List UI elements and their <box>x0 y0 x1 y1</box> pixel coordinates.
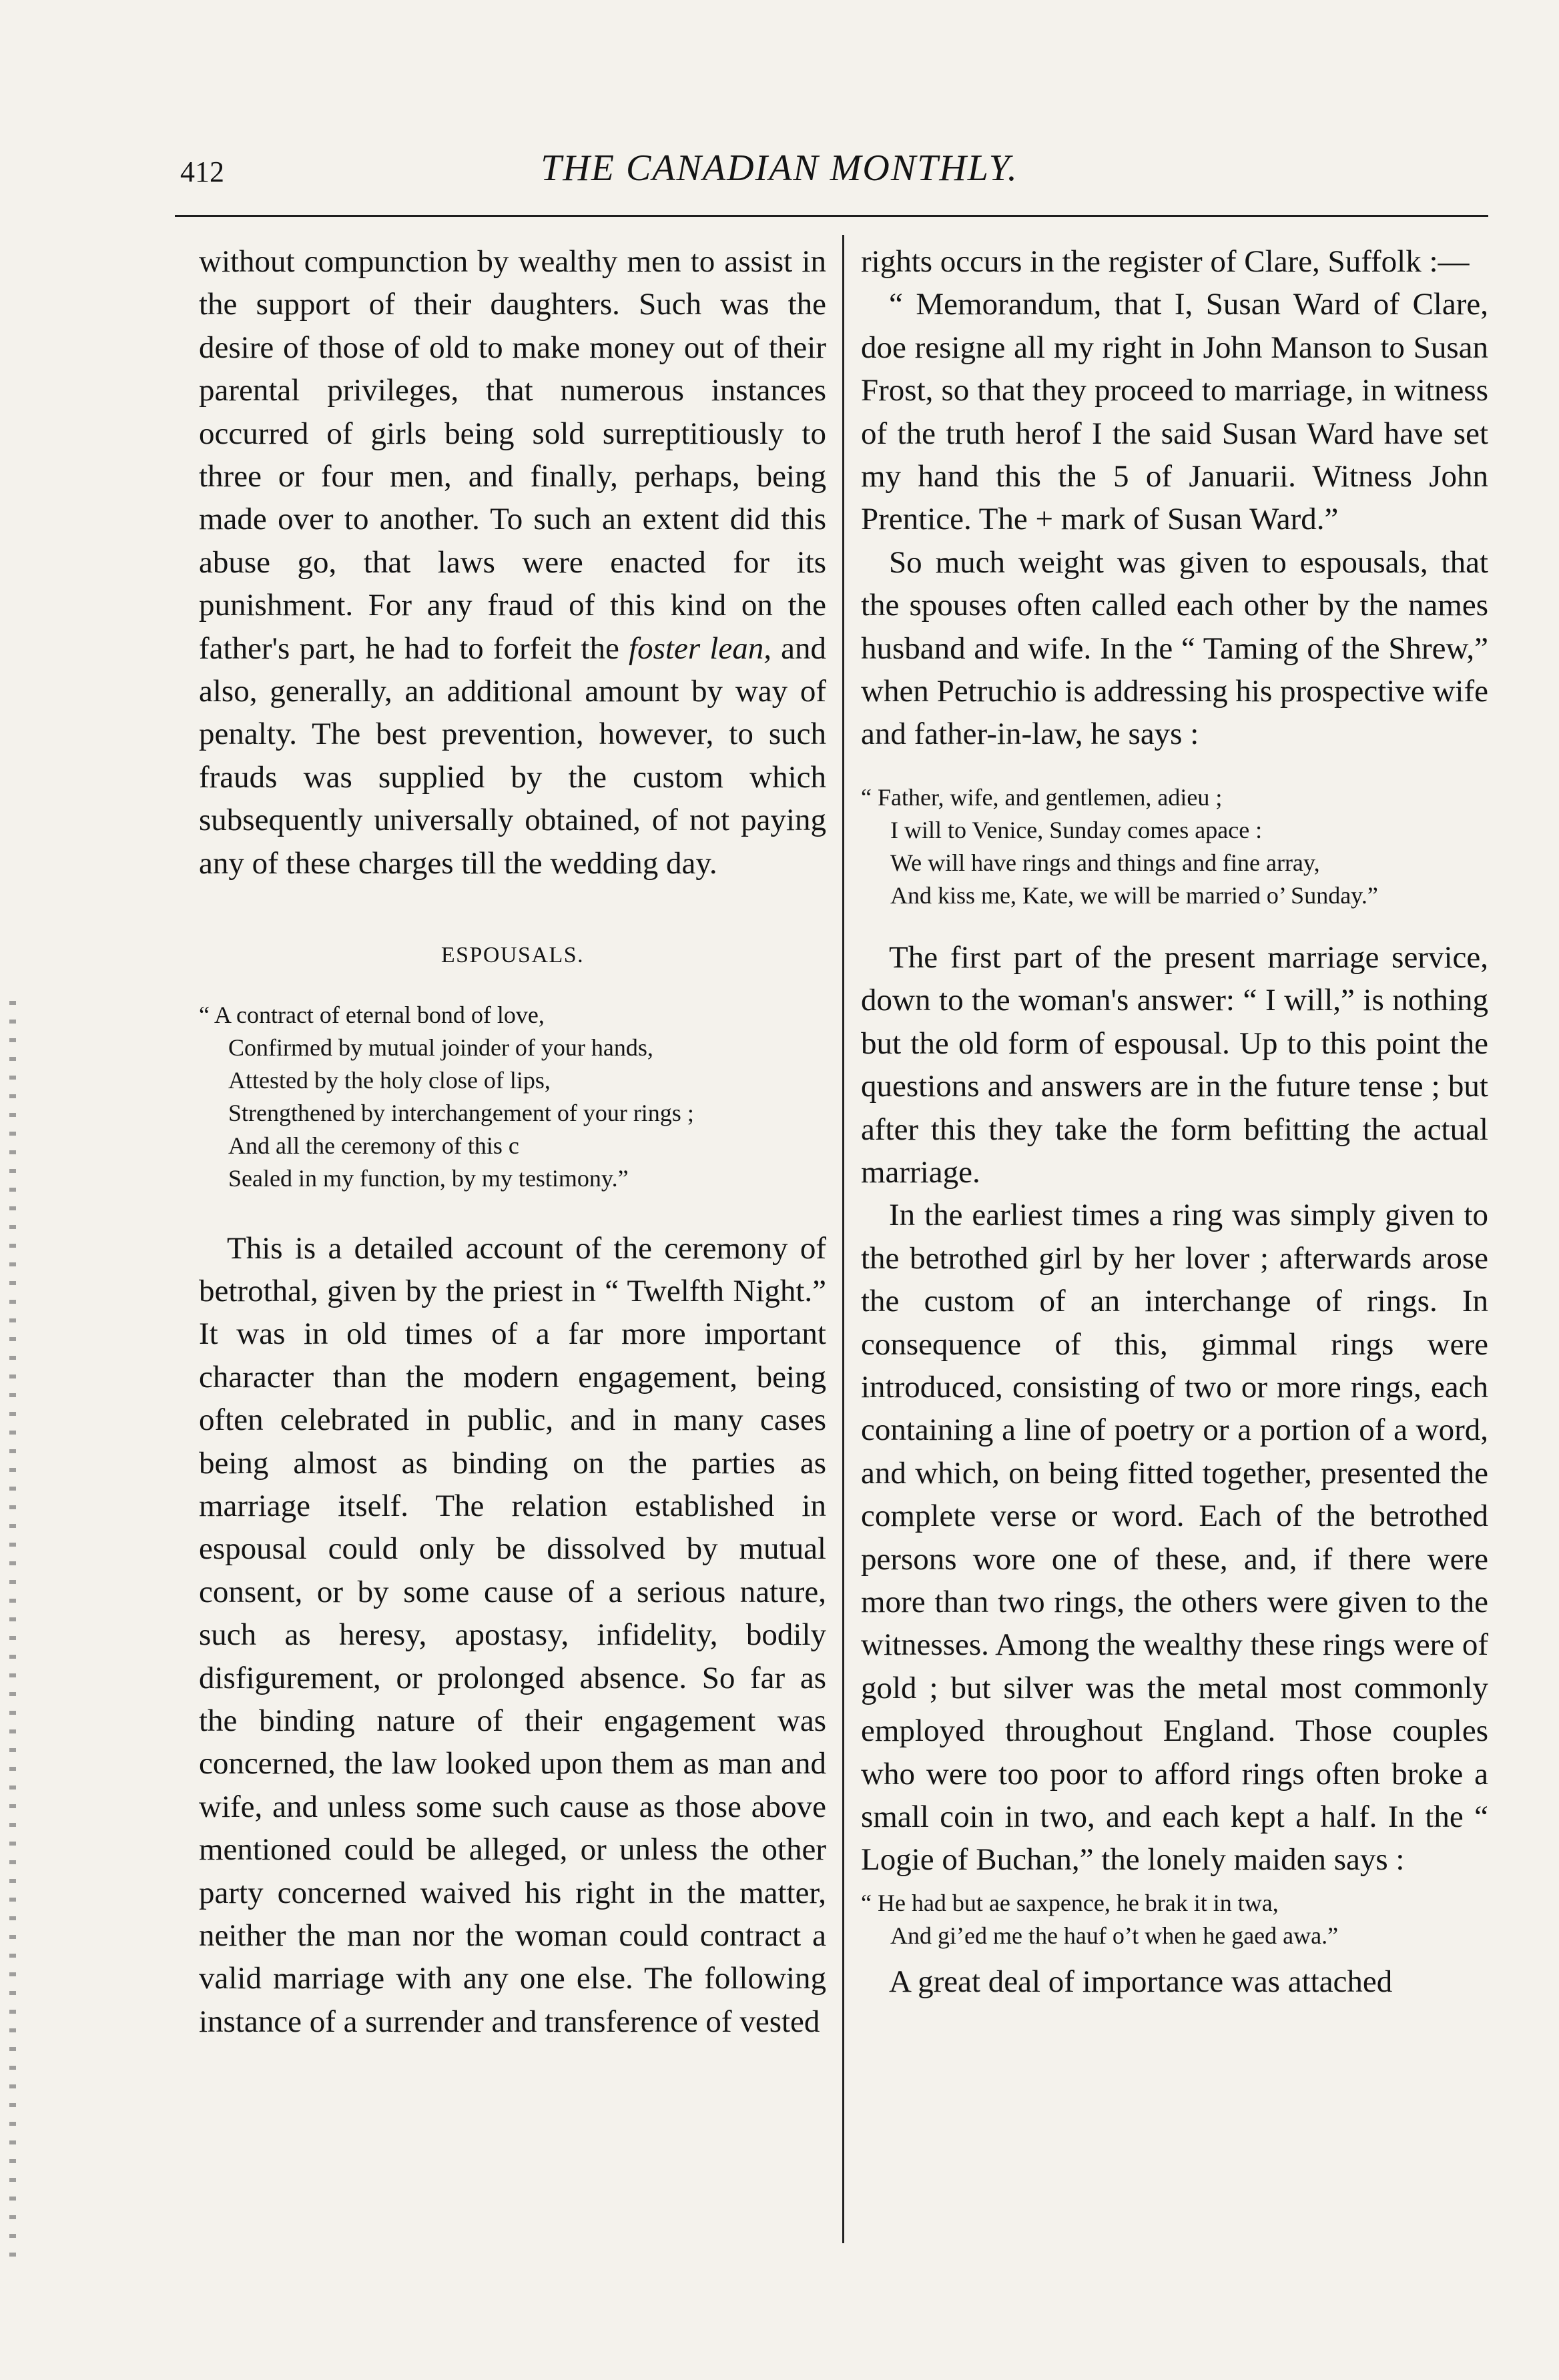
right-column <box>861 240 1488 2003</box>
verse-line: Attested by the holy close of lips, <box>228 1066 551 1094</box>
paragraph-dowry-fraud <box>199 240 826 885</box>
left-column <box>199 240 826 2043</box>
paragraph-betrothal: This is a detailed account of the ceremony of betrothal, given by the priest in “ Twelfth Night.” It was in old times of a far more important character than the modern engagement, being often celebrated in public, and in many cases being almost as binding on the parties as marriage itself. The relation established in espousal could only be dissolved by mutual consent, or by some cause of a serious nature, such as heresy, apostasy, infidelity, bodily disfigurement, or prolonged absence. So far as the binding nature of their engagement was concerned, the law looked upon them as man and wife, and unless some such cause as those above mentioned could be alleged, or unless the other party concerned waived his right in the matter, neither the man nor the woman could contract a valid marriage with any one else. The following instance of a surrender and transference of vested <box>199 1230 826 2039</box>
section-heading: ESPOUSALS. <box>440 943 585 968</box>
verse-line: And all the ceremony of this c <box>228 1132 519 1159</box>
page-number: 412 <box>180 155 224 188</box>
verse-twelfth-night <box>199 999 826 1195</box>
verse-line: Sealed in my function, by my testimony.” <box>228 1164 629 1192</box>
verse-logie-of-buchan <box>861 1887 1488 1952</box>
paragraph-text: without compunction by wealthy men to assist in the support of their daughters. Such was the desire of those of old to make money out of their parental privileges, that numerous instances occurred of girls being sold surreptitiously to three or four men, and finally, perhaps, being made over to another. To such an extent did this abuse go, that laws were enacted for its punishment. For any fraud of this kind on the father's part, he had to forfeit the <box>199 244 826 666</box>
verse-line: Strengthened by interchangement of your rings ; <box>228 1099 694 1126</box>
paragraph-marriage-service: The first part of the present marriage service, down to the woman's answer: “ I will,” is nothing but the old form of espousal. Up to this point the questions and answers are in the future tense ; but after this they take the form befitting the actual marriage. <box>861 939 1488 1190</box>
verse-line: Confirmed by mutual joinder of your hands, <box>228 1034 653 1061</box>
paragraph-gimmal-rings: In the earliest times a ring was simply given to the betrothed girl by her lover ; afterwards arose the custom of an interchange of rings. In consequence of this, gimmal rings were introduced, consisting of two or more rings, each containing a line of poetry or a portion of a word, and which, on being fitted together, presented the complete verse or word. Each of the betrothed persons wore one of these, and, if there were more than two rings, the others were given to the witnesses. Among the wealthy these rings were of gold ; but silver was the metal most commonly employed throughout England. Those couples who were too poor to afford rings often broke a small coin in two, and each kept a half. In the “ Logie of Buchan,” the lonely maiden says : <box>861 1198 1488 1878</box>
column-divider <box>842 235 844 2243</box>
paragraph-text: and also, generally, an additional amount by way of penalty. The best prevention, however, to such frauds was supplied by the custom which subsequently universally obtained, of not paying any of these charges till the wedding day. <box>199 631 827 881</box>
verse-line: And gi’ed me the hauf o’t when he gaed awa.” <box>890 1922 1339 1949</box>
verse-line: “ Father, wife, and gentlemen, adieu ; <box>861 783 1223 811</box>
verse-line: “ He had but ae saxpence, he brak it in twa, <box>861 1889 1279 1916</box>
verse-taming-of-the-shrew <box>861 781 1488 912</box>
paragraph-clare-register: rights occurs in the register of Clare, Suffolk :— <box>861 244 1470 279</box>
paragraph-espousal-weight: So much weight was given to espousals, that the spouses often called each other by the names husband and wife. In the “ Taming of the Shrew,” when Petruchio is addressing his prospective wife and father-in-law, he says : <box>861 544 1488 752</box>
scan-margin-artifact <box>9 1001 16 2269</box>
paragraph-importance: A great deal of importance was attached <box>889 1964 1393 1999</box>
italic-term: foster lean, <box>629 631 771 666</box>
verse-line: I will to Venice, Sunday comes apace : <box>890 816 1263 843</box>
verse-line: We will have rings and things and fine array, <box>890 849 1320 876</box>
journal-title: THE CANADIAN MONTHLY. <box>541 147 1018 189</box>
verse-line: “ A contract of eternal bond of love, <box>199 1001 545 1028</box>
header-rule <box>175 215 1488 217</box>
verse-line: And kiss me, Kate, we will be married o’ Sunday.” <box>890 881 1378 909</box>
paragraph-memorandum: “ Memorandum, that I, Susan Ward of Clare, doe resigne all my right in John Manson to Susan Frost, so that they proceed to marriage, in witness of the truth herof I the said Susan Ward have set my hand this the 5 of Januarii. Witness John Prentice. The + mark of Susan Ward.” <box>861 287 1488 537</box>
